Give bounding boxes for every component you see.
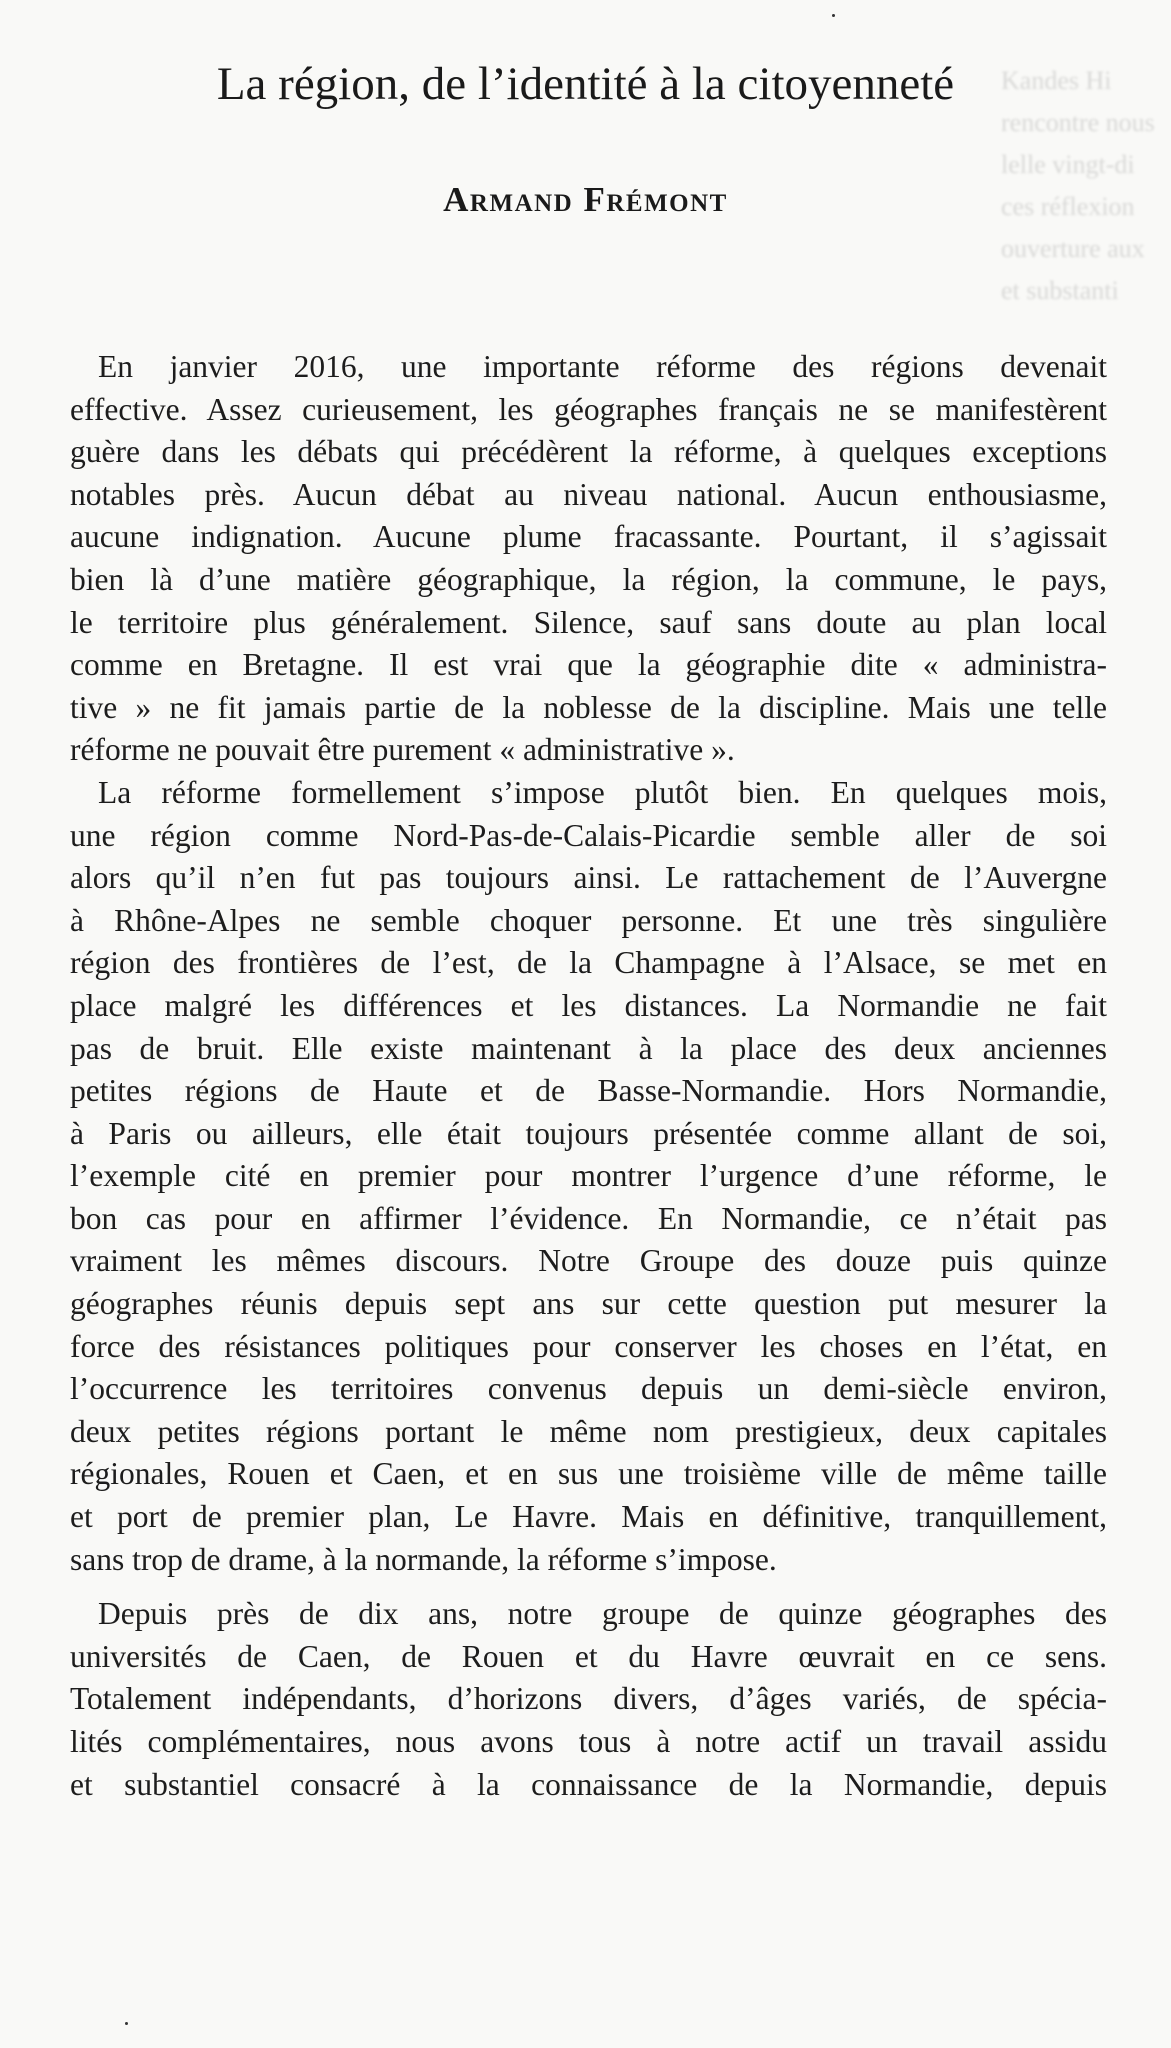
text-line: tive » ne fit jamais partie de la noblesse de la discipline. Mais une telle — [70, 689, 1107, 725]
speck — [832, 14, 835, 17]
chapter-title: La région, de l’identité à la citoyenneté — [216, 58, 955, 110]
text-line: Totalement indépendants, d’horizons divers, d’âges variés, de spécia- — [70, 1681, 1107, 1717]
text-line: petites régions de Haute et de Basse-Normandie. Hors Normandie, — [70, 1073, 1107, 1109]
paragraph-1 — [70, 346, 1107, 772]
text-line: aucune indignation. Aucune plume fracassante. Pourtant, il s’agissait — [70, 519, 1107, 555]
text-line: deux petites régions portant le même nom prestigieux, deux capitales — [70, 1413, 1107, 1449]
text-line: En janvier 2016, une importante réforme des régions devenait — [98, 349, 1107, 384]
text-line: sans trop de drame, à la normande, la réforme s’impose. — [70, 1541, 777, 1577]
show-through-text: Kandes Hi rencontre nous lelle vingt-di ces réflexion ouverture aux et substanti — [1001, 66, 1155, 305]
paragraph-gap — [70, 1581, 1107, 1593]
text-line: effective. Assez curieusement, les géographes français ne se manifestèrent — [70, 391, 1107, 427]
text-line: à Paris ou ailleurs, elle était toujours présentée comme allant de soi, — [70, 1115, 1107, 1151]
text-line: géographes réunis depuis sept ans sur cette question put mesurer la — [70, 1286, 1107, 1322]
text-line: Depuis près de dix ans, notre groupe de quinze géographes des — [98, 1596, 1107, 1632]
text-line: le territoire plus généralement. Silence, sauf sans doute au plan local — [70, 604, 1107, 640]
text-line: place malgré les différences et les distances. La Normandie ne fait — [70, 987, 1107, 1023]
text-line: et port de premier plan, Le Havre. Mais en définitive, tranquillement, — [70, 1499, 1107, 1535]
text-line: une région comme Nord-Pas-de-Calais-Picardie semble aller de soi — [70, 817, 1107, 853]
text-line: pas de bruit. Elle existe maintenant à la place des deux anciennes — [70, 1030, 1107, 1066]
text-line: force des résistances politiques pour conserver les choses en l’état, en — [70, 1328, 1107, 1364]
text-line: et substantiel consacré à la connaissance de la Normandie, depuis — [70, 1766, 1107, 1802]
text-line: comme en Bretagne. Il est vrai que la géographie dite « administra- — [70, 647, 1107, 683]
author-name: Armand Frémont — [443, 180, 728, 219]
text-line: régionales, Rouen et Caen, et en sus une troisième ville de même taille — [70, 1456, 1107, 1492]
speck — [125, 2022, 128, 2025]
text-line: lités complémentaires, nous avons tous à notre actif un travail assidu — [70, 1724, 1107, 1759]
text-line: vraiment les mêmes discours. Notre Groupe des douze puis quinze — [70, 1243, 1107, 1279]
text-line: notables près. Aucun débat au niveau national. Aucun enthousiasme, — [70, 476, 1107, 512]
text-line: universités de Caen, de Rouen et du Havre œuvrait en ce sens. — [70, 1638, 1107, 1674]
text-line: région des frontières de l’est, de la Champagne à l’Alsace, se met en — [70, 945, 1107, 981]
text-line: réforme ne pouvait être purement « administrative ». — [70, 732, 735, 768]
text-line: La réforme formellement s’impose plutôt bien. En quelques mois, — [98, 774, 1107, 810]
article-body — [70, 346, 1107, 1806]
text-line: l’exemple cité en premier pour montrer l’urgence d’une réforme, le — [70, 1158, 1107, 1194]
text-line: guère dans les débats qui précédèrent la réforme, à quelques exceptions — [70, 434, 1107, 470]
text-line: bon cas pour en affirmer l’évidence. En Normandie, ce n’était pas — [70, 1200, 1107, 1236]
text-line: l’occurrence les territoires convenus depuis un demi-siècle environ, — [70, 1371, 1107, 1407]
paragraph-3 — [70, 1593, 1107, 1806]
text-line: alors qu’il n’en fut pas toujours ainsi. Le rattachement de l’Auvergne — [70, 860, 1107, 896]
text-line: bien là d’une matière géographique, la région, la commune, le pays, — [70, 561, 1107, 597]
paragraph-2 — [70, 772, 1107, 1581]
text-line: à Rhône-Alpes ne semble choquer personne. Et une très singulière — [70, 902, 1107, 938]
